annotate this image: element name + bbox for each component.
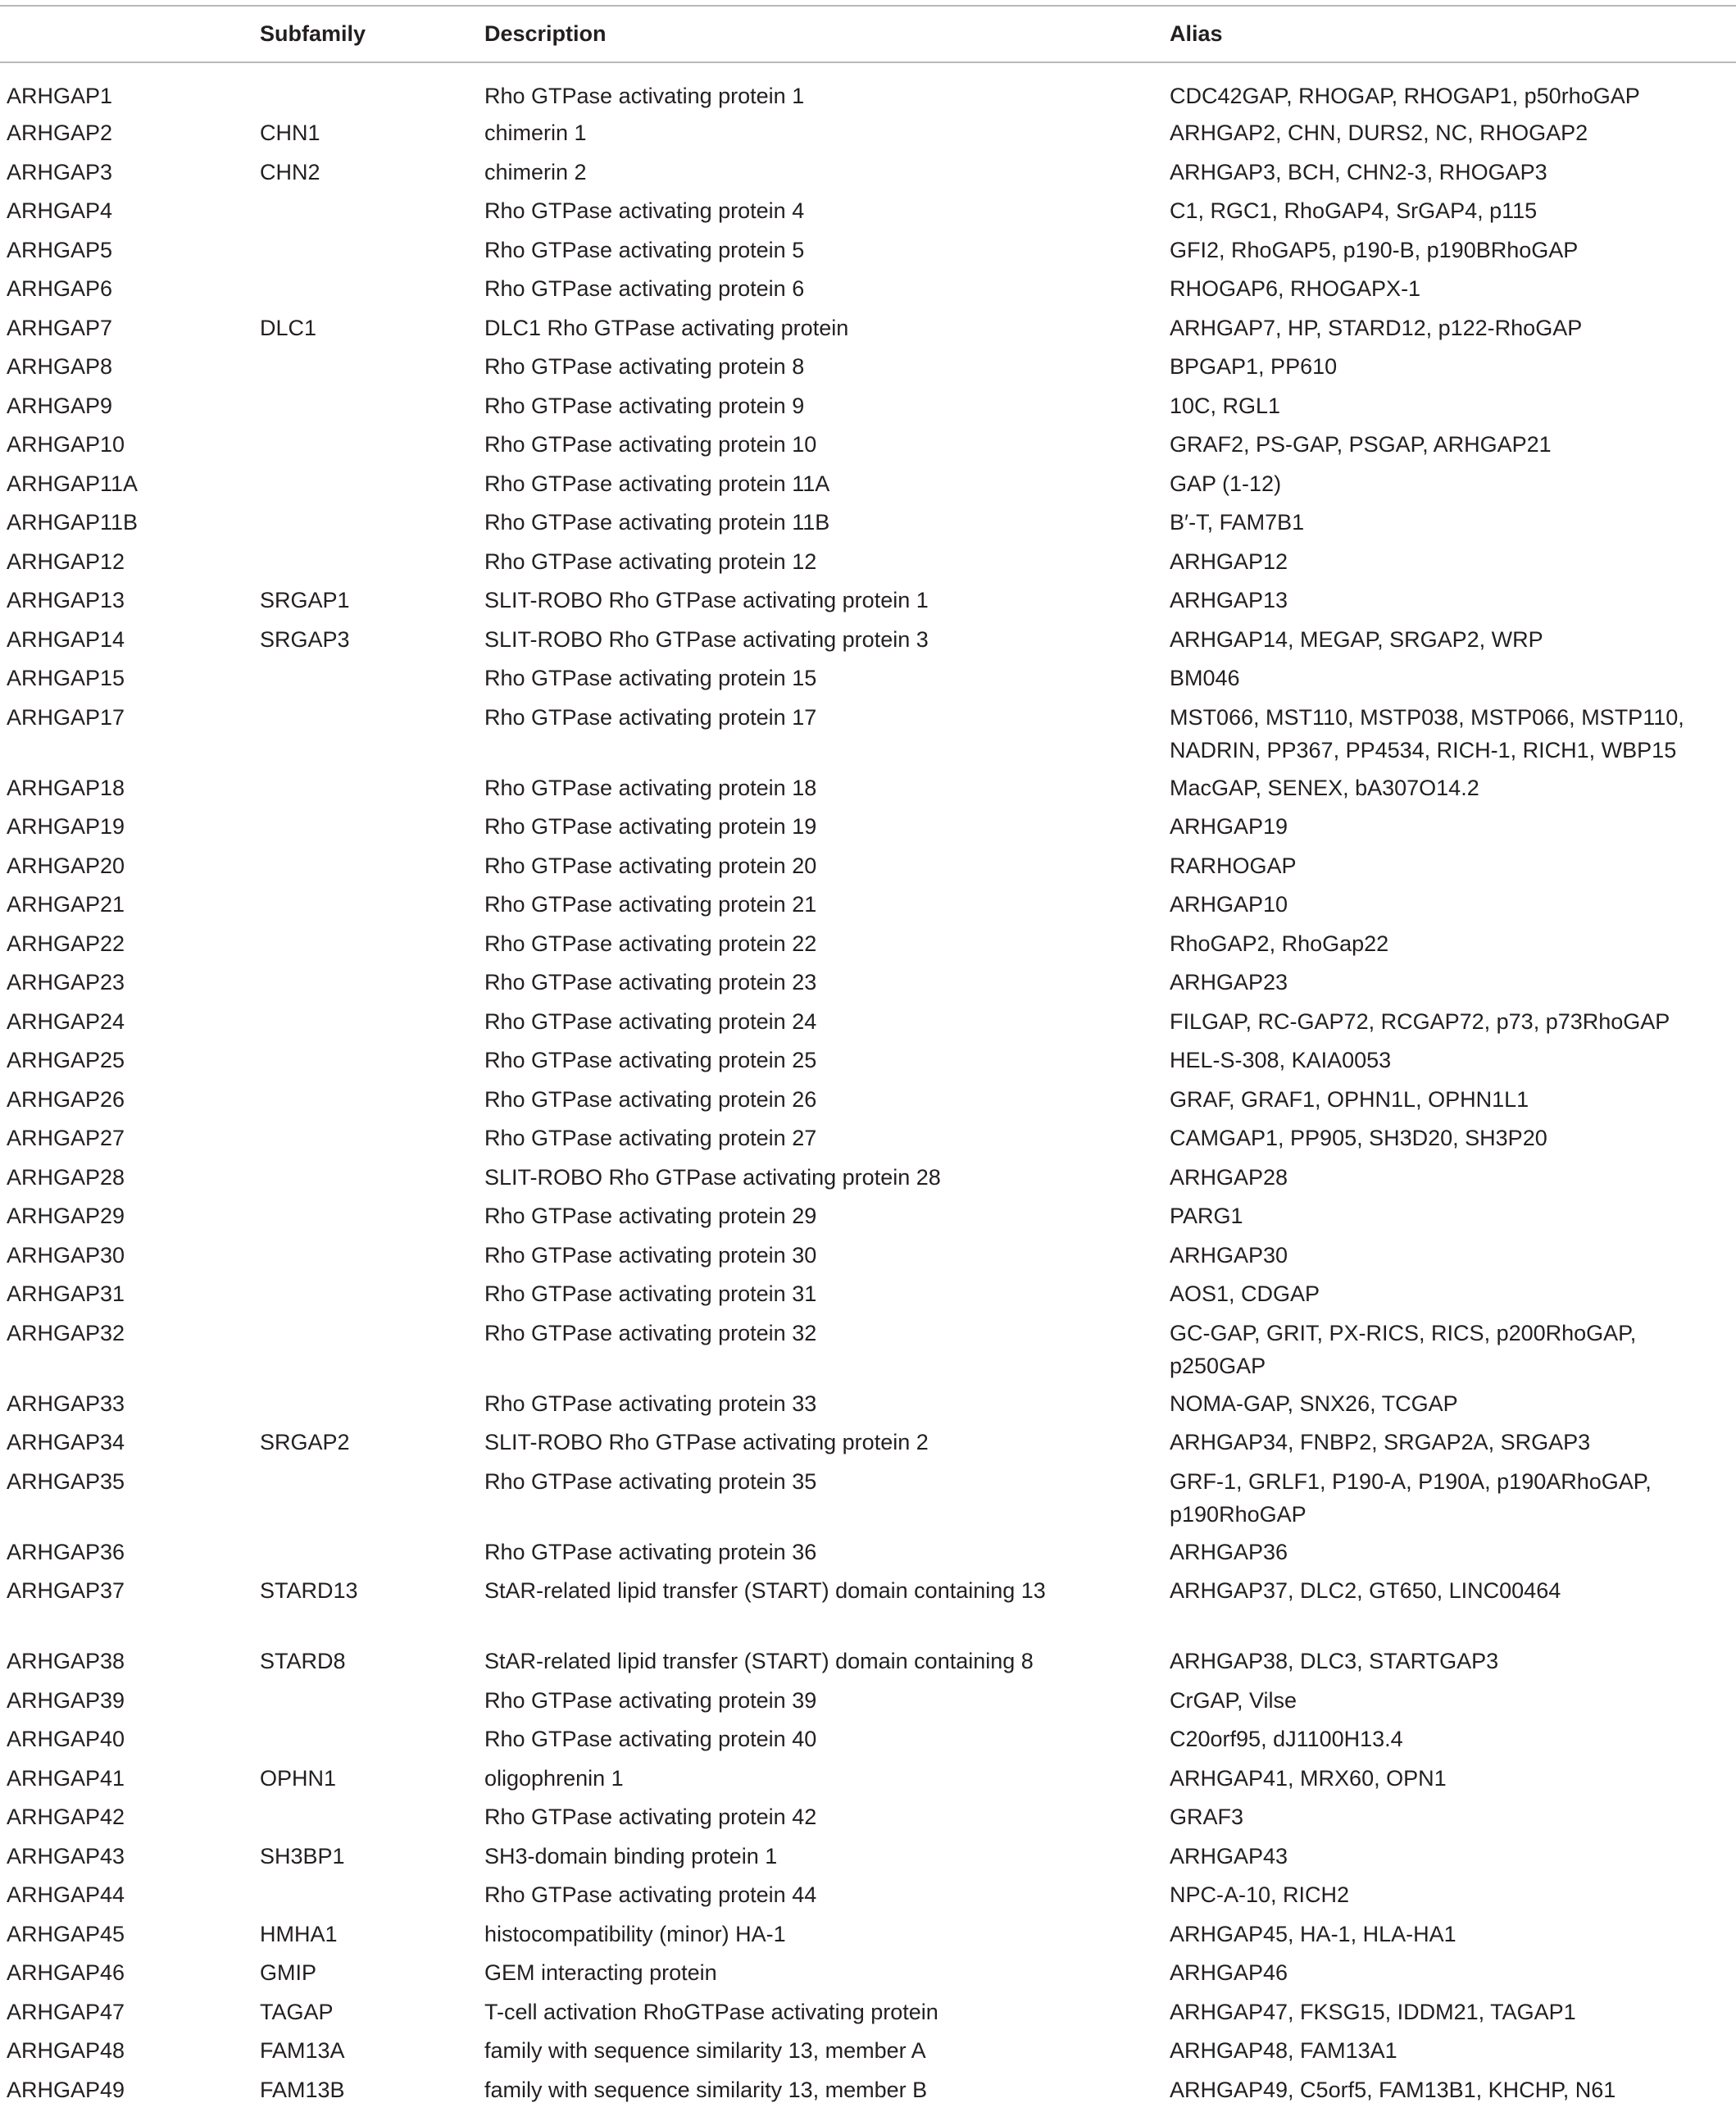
gene-cell: ARHGAP46 xyxy=(0,1956,253,1996)
gene-cell: ARHGAP24 xyxy=(0,1005,253,1045)
gene-cell: ARHGAP28 xyxy=(0,1161,253,1200)
subfamily-cell xyxy=(253,61,478,116)
subfamily-cell: FAM13A xyxy=(253,2034,478,2073)
description-cell: T-cell activation RhoGTPase activating protein xyxy=(478,1996,1163,2035)
subfamily-cell: CHN1 xyxy=(253,116,478,156)
table-row xyxy=(0,1800,1736,1840)
table-row xyxy=(0,927,1736,967)
table-row xyxy=(0,1996,1736,2035)
gene-cell: ARHGAP13 xyxy=(0,584,253,623)
table-row xyxy=(0,350,1736,389)
table-row xyxy=(0,1536,1736,1575)
subfamily-cell xyxy=(253,810,478,849)
table-row xyxy=(0,810,1736,849)
gene-cell: ARHGAP15 xyxy=(0,662,253,701)
subfamily-cell: SRGAP1 xyxy=(253,584,478,623)
gene-cell: ARHGAP7 xyxy=(0,312,253,351)
subfamily-cell xyxy=(253,1277,478,1317)
gene-cell: ARHGAP33 xyxy=(0,1387,253,1427)
header-alias: Alias xyxy=(1163,7,1736,61)
description-cell: Rho GTPase activating protein 31 xyxy=(478,1277,1163,1317)
table-row xyxy=(0,116,1736,156)
subfamily-cell: SRGAP3 xyxy=(253,623,478,662)
alias-cell: RARHOGAP xyxy=(1163,849,1736,889)
gene-cell: ARHGAP45 xyxy=(0,1918,253,1957)
description-cell: Rho GTPase activating protein 35 xyxy=(478,1465,1163,1536)
table-row xyxy=(0,1005,1736,1045)
gene-cell: ARHGAP14 xyxy=(0,623,253,662)
subfamily-cell xyxy=(253,545,478,585)
subfamily-cell xyxy=(253,927,478,967)
description-cell: Rho GTPase activating protein 6 xyxy=(478,272,1163,312)
gene-cell: ARHGAP10 xyxy=(0,428,253,467)
subfamily-cell xyxy=(253,1044,478,1083)
alias-cell: MST066, MST110, MSTP038, MSTP066, MSTP110, NADRIN, PP367, PP4534, RICH-1, RICH1, WBP15 xyxy=(1163,701,1736,772)
description-cell: Rho GTPase activating protein 17 xyxy=(478,701,1163,772)
subfamily-cell: STARD13 xyxy=(253,1574,478,1645)
description-cell: GEM interacting protein xyxy=(478,1956,1163,1996)
subfamily-cell xyxy=(253,701,478,772)
subfamily-cell xyxy=(253,428,478,467)
alias-cell: HEL-S-308, KAIA0053 xyxy=(1163,1044,1736,1083)
description-cell: SLIT-ROBO Rho GTPase activating protein 2 xyxy=(478,1426,1163,1465)
description-cell: Rho GTPase activating protein 19 xyxy=(478,810,1163,849)
gene-cell: ARHGAP38 xyxy=(0,1645,253,1684)
subfamily-cell xyxy=(253,1083,478,1122)
table-row xyxy=(0,2034,1736,2073)
table-row xyxy=(0,1878,1736,1918)
alias-cell: BPGAP1, PP610 xyxy=(1163,350,1736,389)
subfamily-cell: HMHA1 xyxy=(253,1918,478,1957)
subfamily-cell xyxy=(253,194,478,234)
description-cell: Rho GTPase activating protein 15 xyxy=(478,662,1163,701)
gene-cell: ARHGAP37 xyxy=(0,1574,253,1645)
description-cell: Rho GTPase activating protein 33 xyxy=(478,1387,1163,1427)
gene-cell: ARHGAP11A xyxy=(0,467,253,507)
description-cell: Rho GTPase activating protein 24 xyxy=(478,1005,1163,1045)
table-row xyxy=(0,966,1736,1005)
gene-cell: ARHGAP20 xyxy=(0,849,253,889)
alias-cell: GRAF, GRAF1, OPHN1L, OPHN1L1 xyxy=(1163,1083,1736,1122)
alias-cell: ARHGAP14, MEGAP, SRGAP2, WRP xyxy=(1163,623,1736,662)
header-description: Description xyxy=(478,7,1163,61)
description-cell: Rho GTPase activating protein 11B xyxy=(478,506,1163,545)
gene-cell: ARHGAP5 xyxy=(0,234,253,273)
table-row xyxy=(0,701,1736,772)
description-cell: SLIT-ROBO Rho GTPase activating protein 28 xyxy=(478,1161,1163,1200)
gene-cell: ARHGAP32 xyxy=(0,1317,253,1387)
table-row xyxy=(0,662,1736,701)
description-cell: Rho GTPase activating protein 26 xyxy=(478,1083,1163,1122)
gene-cell: ARHGAP22 xyxy=(0,927,253,967)
alias-cell: ARHGAP28 xyxy=(1163,1161,1736,1200)
table-row xyxy=(0,61,1736,116)
description-cell: Rho GTPase activating protein 44 xyxy=(478,1878,1163,1918)
table-row xyxy=(0,623,1736,662)
alias-cell: ARHGAP45, HA-1, HLA-HA1 xyxy=(1163,1918,1736,1957)
subfamily-cell: CHN2 xyxy=(253,156,478,195)
description-cell: Rho GTPase activating protein 21 xyxy=(478,888,1163,927)
alias-cell: RhoGAP2, RhoGap22 xyxy=(1163,927,1736,967)
description-cell: Rho GTPase activating protein 11A xyxy=(478,467,1163,507)
description-cell: Rho GTPase activating protein 40 xyxy=(478,1723,1163,1762)
table-row xyxy=(0,2073,1736,2112)
alias-cell: ARHGAP38, DLC3, STARTGAP3 xyxy=(1163,1645,1736,1684)
gene-cell: ARHGAP41 xyxy=(0,1762,253,1801)
table-row xyxy=(0,1277,1736,1317)
table-row xyxy=(0,194,1736,234)
gene-cell: ARHGAP19 xyxy=(0,810,253,849)
description-cell: Rho GTPase activating protein 25 xyxy=(478,1044,1163,1083)
gene-cell: ARHGAP43 xyxy=(0,1840,253,1879)
description-cell: StAR-related lipid transfer (START) domain containing 13 xyxy=(478,1574,1163,1645)
subfamily-cell xyxy=(253,1878,478,1918)
table-row xyxy=(0,1083,1736,1122)
description-cell: oligophrenin 1 xyxy=(478,1762,1163,1801)
description-cell: Rho GTPase activating protein 42 xyxy=(478,1800,1163,1840)
subfamily-cell: OPHN1 xyxy=(253,1762,478,1801)
description-cell: histocompatibility (minor) HA-1 xyxy=(478,1918,1163,1957)
gene-cell: ARHGAP21 xyxy=(0,888,253,927)
subfamily-cell xyxy=(253,1122,478,1161)
description-cell: Rho GTPase activating protein 22 xyxy=(478,927,1163,967)
gene-cell: ARHGAP48 xyxy=(0,2034,253,2073)
subfamily-cell: DLC1 xyxy=(253,312,478,351)
table-row xyxy=(0,584,1736,623)
description-cell: DLC1 Rho GTPase activating protein xyxy=(478,312,1163,351)
table-row xyxy=(0,1645,1736,1684)
gene-cell: ARHGAP30 xyxy=(0,1239,253,1278)
table-row xyxy=(0,156,1736,195)
subfamily-cell xyxy=(253,467,478,507)
subfamily-cell xyxy=(253,1800,478,1840)
alias-cell: ARHGAP48, FAM13A1 xyxy=(1163,2034,1736,2073)
alias-cell: ARHGAP23 xyxy=(1163,966,1736,1005)
table-row xyxy=(0,389,1736,429)
alias-cell: ARHGAP49, C5orf5, FAM13B1, KHCHP, N61 xyxy=(1163,2073,1736,2112)
subfamily-cell: SRGAP2 xyxy=(253,1426,478,1465)
gene-cell: ARHGAP49 xyxy=(0,2073,253,2112)
table-row xyxy=(0,1762,1736,1801)
gene-cell: ARHGAP8 xyxy=(0,350,253,389)
table-row xyxy=(0,1387,1736,1427)
description-cell: Rho GTPase activating protein 9 xyxy=(478,389,1163,429)
alias-cell: FILGAP, RC-GAP72, RCGAP72, p73, p73RhoGAP xyxy=(1163,1005,1736,1045)
alias-cell: ARHGAP30 xyxy=(1163,1239,1736,1278)
subfamily-cell: TAGAP xyxy=(253,1996,478,2035)
description-cell: Rho GTPase activating protein 5 xyxy=(478,234,1163,273)
subfamily-cell xyxy=(253,888,478,927)
alias-cell: ARHGAP37, DLC2, GT650, LINC00464 xyxy=(1163,1574,1736,1645)
subfamily-cell xyxy=(253,234,478,273)
gene-cell: ARHGAP4 xyxy=(0,194,253,234)
table-row xyxy=(0,1684,1736,1723)
gene-cell: ARHGAP27 xyxy=(0,1122,253,1161)
gene-cell: ARHGAP12 xyxy=(0,545,253,585)
description-cell: SLIT-ROBO Rho GTPase activating protein 1 xyxy=(478,584,1163,623)
description-cell: Rho GTPase activating protein 18 xyxy=(478,772,1163,811)
table-row xyxy=(0,1199,1736,1239)
description-cell: family with sequence similarity 13, member A xyxy=(478,2034,1163,2073)
alias-cell: GC-GAP, GRIT, PX-RICS, RICS, p200RhoGAP, p250GAP xyxy=(1163,1317,1736,1387)
subfamily-cell: SH3BP1 xyxy=(253,1840,478,1879)
description-cell: chimerin 1 xyxy=(478,116,1163,156)
gene-cell: ARHGAP18 xyxy=(0,772,253,811)
subfamily-cell xyxy=(253,1387,478,1427)
gene-cell: ARHGAP39 xyxy=(0,1684,253,1723)
table-row xyxy=(0,1239,1736,1278)
description-cell: Rho GTPase activating protein 23 xyxy=(478,966,1163,1005)
table-row xyxy=(0,506,1736,545)
gene-cell: ARHGAP47 xyxy=(0,1996,253,2035)
alias-cell: ARHGAP46 xyxy=(1163,1956,1736,1996)
table-row xyxy=(0,1122,1736,1161)
header-subfamily: Subfamily xyxy=(253,7,478,61)
description-cell: Rho GTPase activating protein 12 xyxy=(478,545,1163,585)
subfamily-cell xyxy=(253,1005,478,1045)
alias-cell: ARHGAP34, FNBP2, SRGAP2A, SRGAP3 xyxy=(1163,1426,1736,1465)
table-row xyxy=(0,1161,1736,1200)
gene-cell: ARHGAP3 xyxy=(0,156,253,195)
subfamily-cell xyxy=(253,272,478,312)
table-row xyxy=(0,1044,1736,1083)
table-row xyxy=(0,234,1736,273)
table-row xyxy=(0,272,1736,312)
alias-cell: ARHGAP12 xyxy=(1163,545,1736,585)
description-cell: Rho GTPase activating protein 30 xyxy=(478,1239,1163,1278)
description-cell: Rho GTPase activating protein 1 xyxy=(478,61,1163,116)
gene-cell: ARHGAP34 xyxy=(0,1426,253,1465)
subfamily-cell: STARD8 xyxy=(253,1645,478,1684)
subfamily-cell xyxy=(253,350,478,389)
subfamily-cell xyxy=(253,1536,478,1575)
alias-cell: ARHGAP7, HP, STARD12, p122-RhoGAP xyxy=(1163,312,1736,351)
alias-cell: MacGAP, SENEX, bA307O14.2 xyxy=(1163,772,1736,811)
alias-cell: GRAF3 xyxy=(1163,1800,1736,1840)
alias-cell: ARHGAP41, MRX60, OPN1 xyxy=(1163,1762,1736,1801)
header-gene xyxy=(0,7,253,61)
gene-cell: ARHGAP44 xyxy=(0,1878,253,1918)
alias-cell: CDC42GAP, RHOGAP, RHOGAP1, p50rhoGAP xyxy=(1163,61,1736,116)
gene-cell: ARHGAP36 xyxy=(0,1536,253,1575)
alias-cell: C20orf95, dJ1100H13.4 xyxy=(1163,1723,1736,1762)
subfamily-cell xyxy=(253,849,478,889)
description-cell: chimerin 2 xyxy=(478,156,1163,195)
description-cell: Rho GTPase activating protein 29 xyxy=(478,1199,1163,1239)
subfamily-cell xyxy=(253,1465,478,1536)
alias-cell: ARHGAP3, BCH, CHN2-3, RHOGAP3 xyxy=(1163,156,1736,195)
subfamily-cell: FAM13B xyxy=(253,2073,478,2112)
description-cell: Rho GTPase activating protein 36 xyxy=(478,1536,1163,1575)
subfamily-cell xyxy=(253,389,478,429)
alias-cell: GRAF2, PS-GAP, PSGAP, ARHGAP21 xyxy=(1163,428,1736,467)
description-cell: Rho GTPase activating protein 10 xyxy=(478,428,1163,467)
table-row xyxy=(0,1956,1736,1996)
alias-cell: ARHGAP13 xyxy=(1163,584,1736,623)
gene-cell: ARHGAP29 xyxy=(0,1199,253,1239)
alias-cell: ARHGAP47, FKSG15, IDDM21, TAGAP1 xyxy=(1163,1996,1736,2035)
gene-cell: ARHGAP6 xyxy=(0,272,253,312)
alias-cell: ARHGAP36 xyxy=(1163,1536,1736,1575)
table-row xyxy=(0,772,1736,811)
table-row xyxy=(0,1317,1736,1387)
description-cell: Rho GTPase activating protein 4 xyxy=(478,194,1163,234)
alias-cell: 10C, RGL1 xyxy=(1163,389,1736,429)
subfamily-cell xyxy=(253,1199,478,1239)
arhgap-gene-table xyxy=(0,7,1736,2112)
subfamily-cell xyxy=(253,966,478,1005)
alias-cell: ARHGAP10 xyxy=(1163,888,1736,927)
table-row xyxy=(0,312,1736,351)
description-cell: SH3-domain binding protein 1 xyxy=(478,1840,1163,1879)
table-body xyxy=(0,61,1736,2112)
subfamily-cell xyxy=(253,506,478,545)
gene-cell: ARHGAP25 xyxy=(0,1044,253,1083)
alias-cell: GAP (1-12) xyxy=(1163,467,1736,507)
description-cell: Rho GTPase activating protein 32 xyxy=(478,1317,1163,1387)
alias-cell: CrGAP, Vilse xyxy=(1163,1684,1736,1723)
alias-cell: B′-T, FAM7B1 xyxy=(1163,506,1736,545)
subfamily-cell xyxy=(253,1317,478,1387)
table-row xyxy=(0,467,1736,507)
gene-cell: ARHGAP9 xyxy=(0,389,253,429)
gene-cell: ARHGAP1 xyxy=(0,61,253,116)
gene-cell: ARHGAP11B xyxy=(0,506,253,545)
alias-cell: NOMA-GAP, SNX26, TCGAP xyxy=(1163,1387,1736,1427)
gene-cell: ARHGAP42 xyxy=(0,1800,253,1840)
table-header xyxy=(0,7,1736,61)
description-cell: Rho GTPase activating protein 27 xyxy=(478,1122,1163,1161)
subfamily-cell xyxy=(253,1161,478,1200)
alias-cell: PARG1 xyxy=(1163,1199,1736,1239)
description-cell: Rho GTPase activating protein 20 xyxy=(478,849,1163,889)
alias-cell: CAMGAP1, PP905, SH3D20, SH3P20 xyxy=(1163,1122,1736,1161)
gene-cell: ARHGAP2 xyxy=(0,116,253,156)
alias-cell: C1, RGC1, RhoGAP4, SrGAP4, p115 xyxy=(1163,194,1736,234)
table-row xyxy=(0,545,1736,585)
table-row xyxy=(0,849,1736,889)
table-row xyxy=(0,1465,1736,1536)
table-row xyxy=(0,428,1736,467)
gene-cell: ARHGAP35 xyxy=(0,1465,253,1536)
alias-cell: NPC-A-10, RICH2 xyxy=(1163,1878,1736,1918)
subfamily-cell xyxy=(253,1723,478,1762)
alias-cell: ARHGAP2, CHN, DURS2, NC, RHOGAP2 xyxy=(1163,116,1736,156)
alias-cell: AOS1, CDGAP xyxy=(1163,1277,1736,1317)
alias-cell: ARHGAP19 xyxy=(1163,810,1736,849)
description-cell: Rho GTPase activating protein 39 xyxy=(478,1684,1163,1723)
subfamily-cell xyxy=(253,1239,478,1278)
table-row xyxy=(0,1426,1736,1465)
gene-cell: ARHGAP26 xyxy=(0,1083,253,1122)
description-cell: StAR-related lipid transfer (START) domain containing 8 xyxy=(478,1645,1163,1684)
alias-cell: RHOGAP6, RHOGAPX-1 xyxy=(1163,272,1736,312)
gene-cell: ARHGAP40 xyxy=(0,1723,253,1762)
alias-cell: ARHGAP43 xyxy=(1163,1840,1736,1879)
subfamily-cell xyxy=(253,662,478,701)
gene-cell: ARHGAP31 xyxy=(0,1277,253,1317)
header-row xyxy=(0,7,1736,61)
alias-cell: GRF-1, GRLF1, P190-A, P190A, p190ARhoGAP, p190RhoGAP xyxy=(1163,1465,1736,1536)
description-cell: family with sequence similarity 13, member B xyxy=(478,2073,1163,2112)
alias-cell: GFI2, RhoGAP5, p190-B, p190BRhoGAP xyxy=(1163,234,1736,273)
subfamily-cell xyxy=(253,772,478,811)
table-row xyxy=(0,1723,1736,1762)
table-row xyxy=(0,1840,1736,1879)
table-row xyxy=(0,1574,1736,1645)
alias-cell: BM046 xyxy=(1163,662,1736,701)
gene-cell: ARHGAP23 xyxy=(0,966,253,1005)
table-row xyxy=(0,888,1736,927)
gene-cell: ARHGAP17 xyxy=(0,701,253,772)
subfamily-cell: GMIP xyxy=(253,1956,478,1996)
table-row xyxy=(0,1918,1736,1957)
description-cell: SLIT-ROBO Rho GTPase activating protein 3 xyxy=(478,623,1163,662)
subfamily-cell xyxy=(253,1684,478,1723)
description-cell: Rho GTPase activating protein 8 xyxy=(478,350,1163,389)
